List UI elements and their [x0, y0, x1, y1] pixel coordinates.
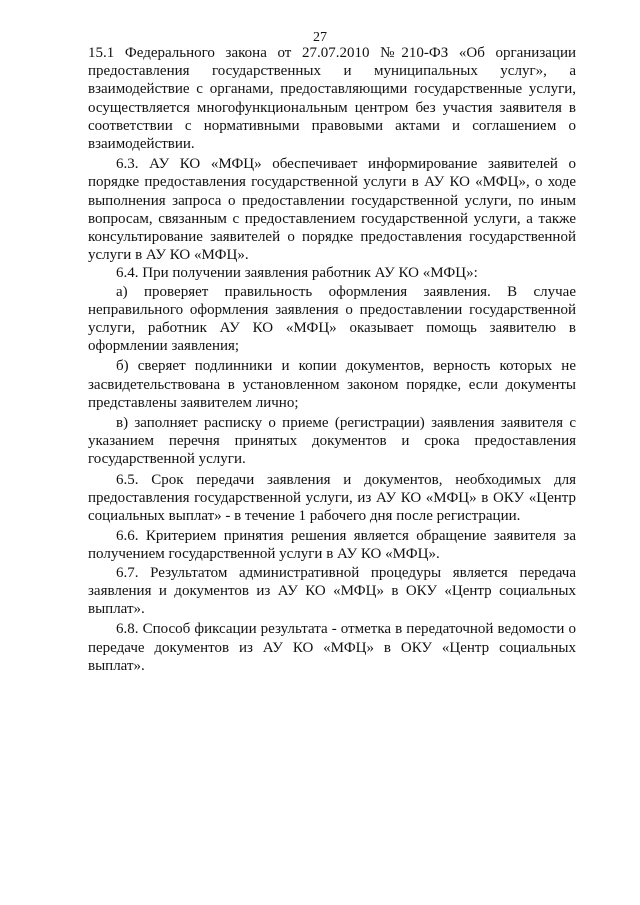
paragraph-6-7: 6.7. Результатом административной процедуры является передача заявления и документов из АУ КО «МФЦ» в ОКУ «Центр социальных выплат». — [88, 564, 576, 618]
paragraph-6-3: 6.3. АУ КО «МФЦ» обеспечивает информирование заявителей о порядке предоставления государственной услуги в АУ КО «МФЦ», о ходе выполнения запроса о предоставлении государственной услуги, по иным вопросам, связанным с предоставлением государственной услуги, а также консультирование заявителей о порядке предоставления государственной услуги в АУ КО «МФЦ». — [88, 156, 576, 264]
page-number: 27 — [313, 30, 327, 45]
list-item-a: а) проверяет правильность оформления заявления. В случае неправильного оформления заявления о предоставлении государственной услуги, работник АУ КО «МФЦ» оказывает помощь заявителю в оформлении заявления; — [88, 283, 576, 355]
paragraph-6-4: 6.4. При получении заявления работник АУ КО «МФЦ»: — [116, 265, 478, 282]
paragraph-6-8: 6.8. Способ фиксации результата - отметка в передаточной ведомости о передаче документов из АУ КО «МФЦ» в ОКУ «Центр социальных выплат». — [88, 621, 576, 674]
paragraph-6-6: 6.6. Критерием принятия решения является обращение заявителя за получением государственной услуги в АУ КО «МФЦ». — [88, 528, 576, 563]
paragraph-6-5: 6.5. Срок передачи заявления и документов, необходимых для предоставления государственной услуги, из АУ КО «МФЦ» в ОКУ «Центр социальных выплат» - в течение 1 рабочего дня после регистрации. — [88, 471, 576, 525]
list-item-v: в) заполняет расписку о приеме (регистрации) заявления заявителя с указанием перечня принятых документов и срока предоставления государственной услуги. — [88, 415, 576, 468]
paragraph-15-1-continuation: 15.1 Федерального закона от 27.07.2010 №210-ФЗ «Об организации предоставления государственных и муниципальных услуг», а взаимодействие с органами, предоставляющими государственные услуги, осуществляется многофункциональным центром без участия заявителя в соответствии с нормативными правовыми актами и соглашением о взаимодействии. — [88, 45, 576, 153]
list-item-b: б) сверяет подлинники и копии документов, верность которых не засвидетельствована в установленном законом порядке, если документы представлены заявителем лично; — [88, 358, 576, 411]
document-body — [88, 44, 576, 675]
